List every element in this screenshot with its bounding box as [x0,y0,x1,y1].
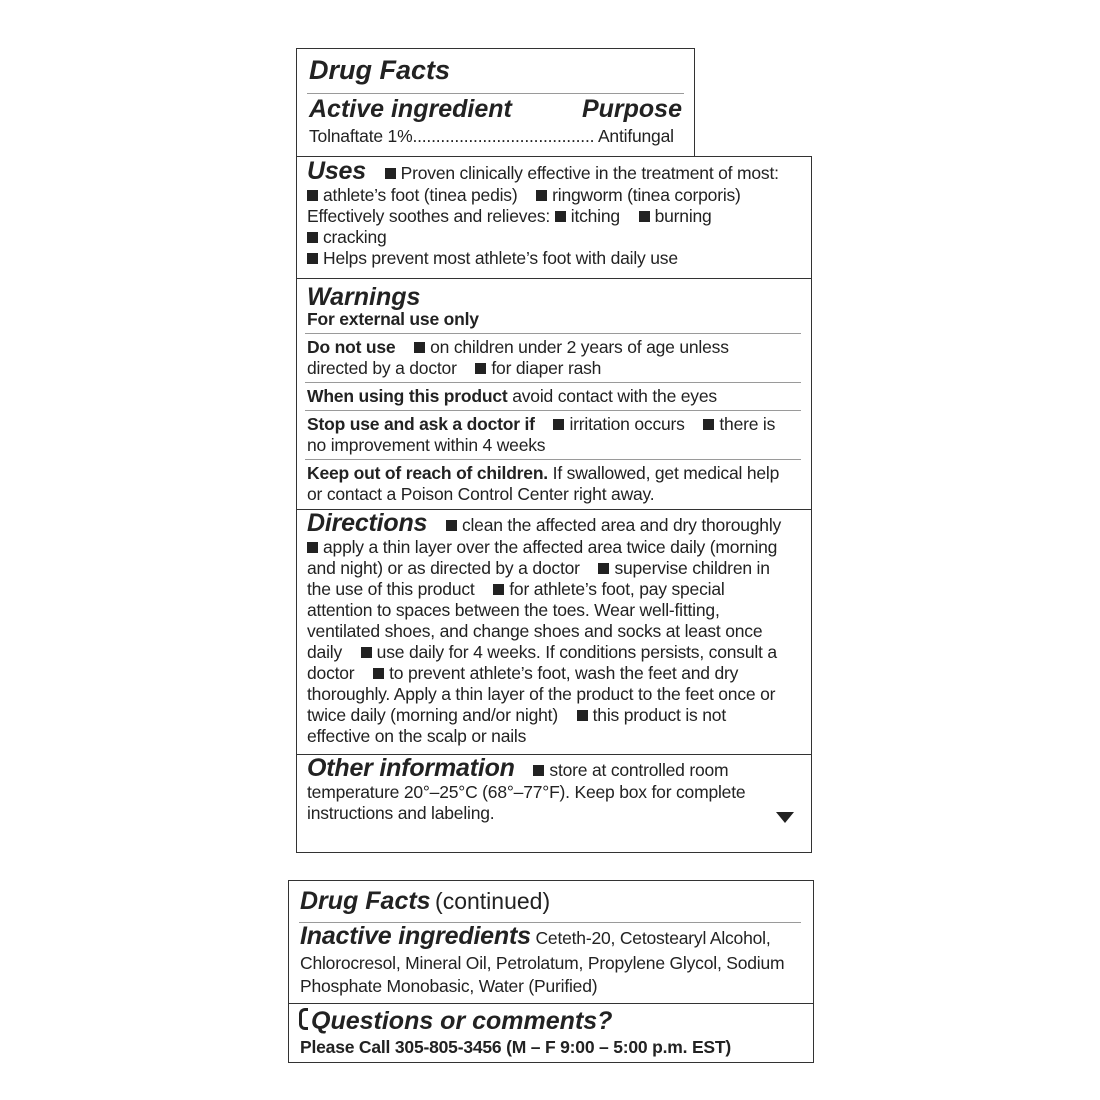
square-bullet-icon [307,232,318,243]
uses-section [307,157,811,269]
warnings-rule [305,410,801,411]
when-using-text: avoid contact with the eyes [512,386,717,406]
stop-use-label: Stop use and ask a doctor if [307,414,535,434]
do-not-use-block [307,337,811,379]
other-info-section [307,754,811,824]
do-not-use-diaper: for diaper rash [491,358,602,378]
title-rule [307,93,684,94]
square-bullet-icon [446,520,457,531]
directions-line-1: clean the affected area and dry thoroughly [461,515,782,535]
inactive-line-2: Chlorocresol, Mineral Oil, Petrolatum, Propylene Glycol, Sodium [300,953,785,973]
warnings-heading: Warnings [307,283,421,311]
uses-cracking: cracking [323,227,387,247]
warnings-rule [305,333,801,334]
when-using-label: When using this product [307,386,508,406]
directions-line-2: apply a thin layer over the affected area twice daily (morning [323,537,778,557]
square-bullet-icon [307,253,318,264]
keep-out-text: If swallowed, get medical help [552,463,780,483]
uses-itching: itching [570,206,620,226]
square-bullet-icon [307,190,318,201]
purpose-heading: Purpose [581,95,682,123]
square-bullet-icon [533,765,544,776]
stop-use-line-2: no improvement within 4 weeks [307,435,546,455]
stop-use-irritation: irritation occurs [569,414,685,434]
directions-line-4b: for athlete’s foot, pay special [509,579,725,599]
uses-soothes: Effectively soothes and relieves: [307,206,551,226]
do-not-use-line-1: on children under 2 years of age unless [430,337,729,357]
square-bullet-icon [703,419,714,430]
square-bullet-icon [493,584,504,595]
square-bullet-icon [373,668,384,679]
directions-line-4a: the use of this product [307,579,475,599]
drug-facts-title: Drug Facts [309,55,451,85]
external-use-text: For external use only [307,309,479,329]
active-ingredient-line: Tolnaftate 1%....................................... Antifungal [309,126,674,146]
active-ingredient-heading: Active ingredient [309,95,512,123]
inactive-section [300,922,813,998]
square-bullet-icon [414,342,425,353]
inactive-line-1: Ceteth-20, Cetostearyl Alcohol, [535,928,771,948]
square-bullet-icon [598,563,609,574]
keep-out-line-2: or contact a Poison Control Center right away. [307,484,655,504]
uses-ringworm: ringworm (tinea corporis) [552,185,741,205]
directions-line-3b: supervise children in [614,558,770,578]
directions-line-10a: twice daily (morning and/or night) [307,705,558,725]
uses-prevent: Helps prevent most athlete’s foot with daily use [323,248,678,268]
drug-facts-header-box [296,48,695,160]
continued-title-row [300,887,813,916]
uses-burning: burning [654,206,712,226]
phone-icon [299,1008,308,1030]
directions-line-9: thoroughly. Apply a thin layer of the product to the feet once or [307,684,776,704]
square-bullet-icon [475,363,486,374]
triangle-down-icon [776,812,794,823]
inactive-line-3: Phosphate Monobasic, Water (Purified) [300,976,598,996]
square-bullet-icon [361,647,372,658]
other-info-line-1: store at controlled room [549,760,729,780]
square-bullet-icon [553,419,564,430]
drug-facts-main-box [296,156,812,853]
call-line: Please Call 305-805-3456 (M – F 9:00 – 5:00 p.m. EST) [300,1037,732,1057]
directions-line-10b: this product is not [592,705,726,725]
do-not-use-directed: directed by a doctor [307,358,457,378]
square-bullet-icon [577,710,588,721]
uses-athletes-foot: athlete’s foot (tinea pedis) [323,185,518,205]
square-bullet-icon [555,211,566,222]
square-bullet-icon [385,168,396,179]
warnings-rule [305,382,801,383]
other-info-heading: Other information [307,754,515,782]
directions-line-3a: and night) or as directed by a doctor [307,558,580,578]
section-divider [297,278,811,279]
keep-out-block [307,463,811,505]
drug-facts-continued-box [288,880,814,1063]
continued-title: Drug Facts [300,887,431,915]
questions-heading: Questions or comments? [311,1007,613,1035]
stop-use-block [307,414,811,456]
directions-line-8a: doctor [307,663,355,683]
stop-use-there-is: there is [719,414,776,434]
directions-line-6: ventilated shoes, and change shoes and socks at least once [307,621,763,641]
other-info-line-2: temperature 20°–25°C (68°–77°F). Keep box for complete [307,782,746,802]
directions-heading: Directions [307,509,428,537]
other-info-line-3: instructions and labeling. [307,803,495,823]
directions-line-7b: use daily for 4 weeks. If conditions persists, consult a [376,642,777,662]
directions-line-8b: to prevent athlete’s foot, wash the feet and dry [389,663,739,683]
questions-row [299,1007,813,1036]
when-using-block [307,386,811,407]
do-not-use-label: Do not use [307,337,396,357]
directions-line-11: effective on the scalp or nails [307,726,527,746]
directions-line-5: attention to spaces between the toes. Wear well-fitting, [307,600,720,620]
continued-suffix: (continued) [435,888,551,914]
inactive-heading: Inactive ingredients [300,922,531,950]
warnings-rule [305,459,801,460]
uses-line-1: Proven clinically effective in the treatment of most: [400,163,779,183]
square-bullet-icon [307,542,318,553]
directions-section [307,509,811,747]
square-bullet-icon [536,190,547,201]
section-divider [289,1003,813,1004]
directions-line-7a: daily [307,642,342,662]
uses-heading: Uses [307,157,366,185]
square-bullet-icon [639,211,650,222]
keep-out-label: Keep out of reach of children. [307,463,548,483]
